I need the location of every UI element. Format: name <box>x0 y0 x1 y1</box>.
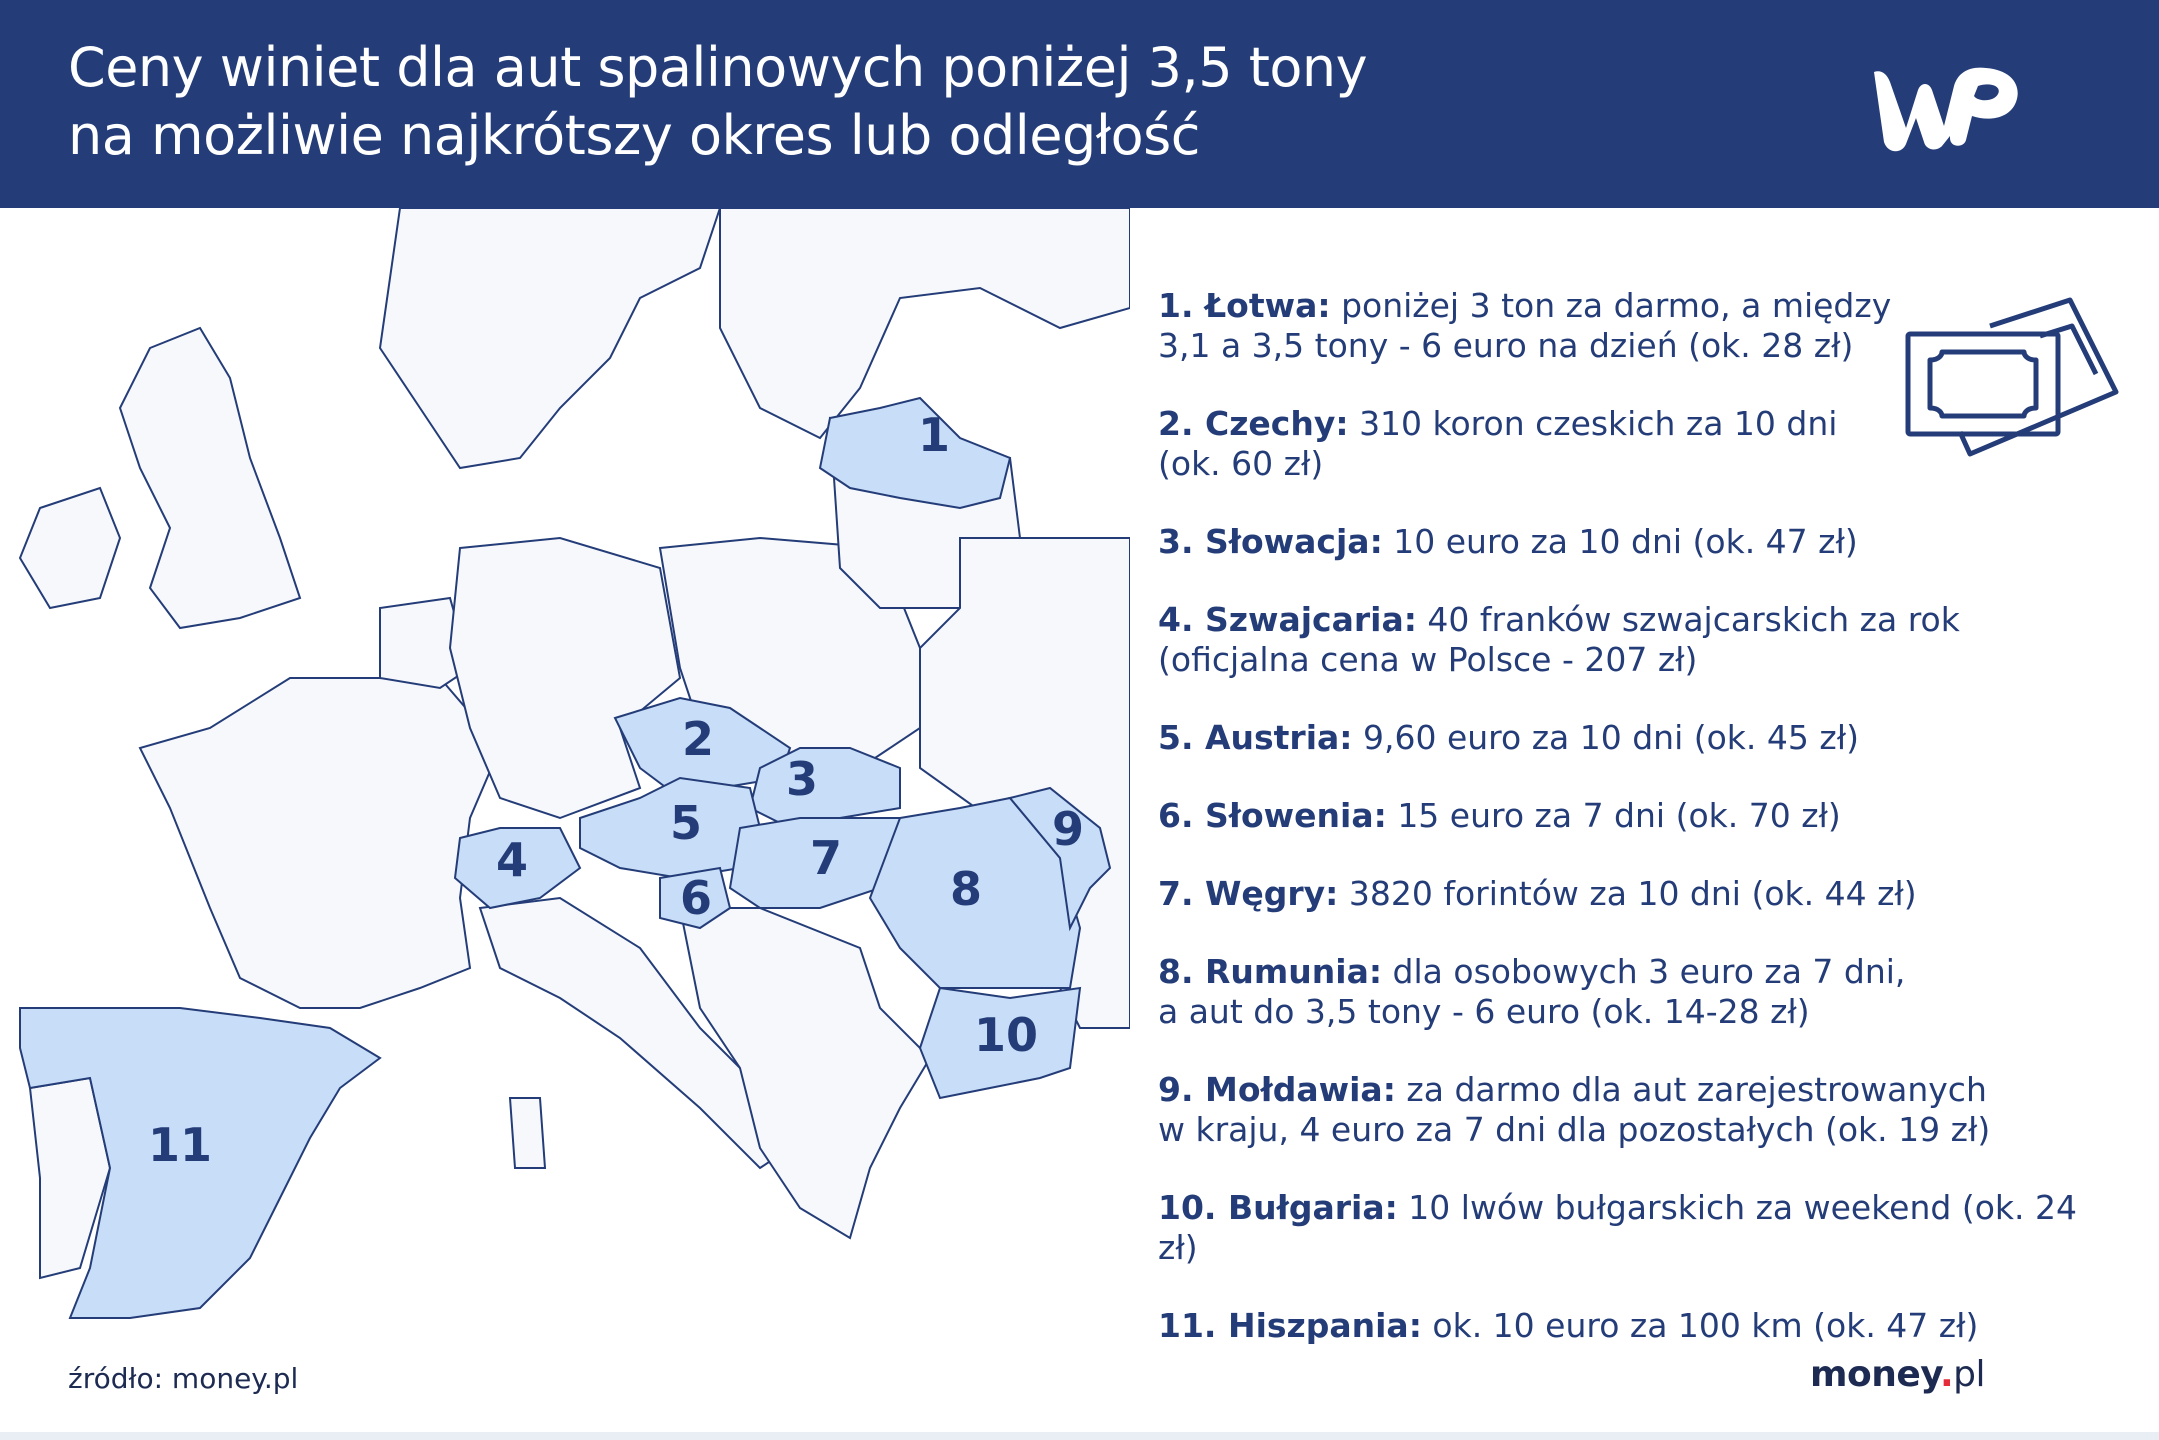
country-desc-line1: ok. 10 euro za 100 km (ok. 47 zł) <box>1432 1306 1979 1345</box>
banknotes-icon <box>1900 296 2120 466</box>
country-name: 9. Mołdawia: <box>1158 1070 1396 1109</box>
map-ireland <box>20 488 120 608</box>
list-item <box>1158 1070 2118 1150</box>
map-label-5: 5 <box>670 796 703 850</box>
country-name: 7. Węgry: <box>1158 874 1339 913</box>
country-desc-line2: (oficjalna cena w Polsce - 207 zł) <box>1158 640 1698 679</box>
country-name: 10. Bułgaria: <box>1158 1188 1398 1227</box>
map-label-6: 6 <box>680 871 713 925</box>
country-name: 4. Szwajcaria: <box>1158 600 1417 639</box>
title-line-1: Ceny winiet dla aut spalinowych poniżej 3,5 tony <box>68 36 1368 99</box>
country-desc-line1: 10 euro za 10 dni (ok. 47 zł) <box>1393 522 1858 561</box>
list-item <box>1158 874 2118 914</box>
country-name: 2. Czechy: <box>1158 404 1349 443</box>
brand-name: money <box>1810 1354 1940 1395</box>
country-desc-line2: 3,1 a 3,5 tony - 6 euro na dzień (ok. 28 zł) <box>1158 326 1854 365</box>
country-name: 11. Hiszpania: <box>1158 1306 1422 1345</box>
country-name: 8. Rumunia: <box>1158 952 1383 991</box>
list-item <box>1158 522 2118 562</box>
list-item <box>1158 600 2118 680</box>
brand-tld: pl <box>1953 1354 1985 1395</box>
map-label-8: 8 <box>950 862 983 916</box>
country-desc-line1: 15 euro za 7 dni (ok. 70 zł) <box>1397 796 1841 835</box>
country-name: 1. Łotwa: <box>1158 286 1331 325</box>
map-france <box>140 678 500 1008</box>
country-name: 3. Słowacja: <box>1158 522 1383 561</box>
list-item <box>1158 1188 2118 1268</box>
country-desc-line1: za darmo dla aut zarejestrowanych <box>1406 1070 1987 1109</box>
brand-dot: . <box>1939 1354 1954 1395</box>
country-name: 6. Słowenia: <box>1158 796 1387 835</box>
map-label-11: 11 <box>148 1118 213 1172</box>
bottom-border <box>0 1432 2159 1440</box>
list-item <box>1158 1306 2118 1346</box>
map-label-3: 3 <box>786 752 819 806</box>
country-desc-line2: a aut do 3,5 tony - 6 euro (ok. 14-28 zł) <box>1158 992 1810 1031</box>
page-title <box>68 34 1367 170</box>
country-desc-line1: 40 franków szwajcarskich za rok <box>1427 600 1960 639</box>
map-label-2: 2 <box>682 712 715 766</box>
country-desc-line1: 9,60 euro za 10 dni (ok. 45 zł) <box>1363 718 1859 757</box>
country-desc-line1: 3820 forintów za 10 dni (ok. 44 zł) <box>1348 874 1917 913</box>
map-label-9: 9 <box>1052 802 1085 856</box>
map-scandinavia <box>380 208 720 468</box>
country-desc-line1: 10 lwów bułgarskich za weekend (ok. 24 zł) <box>1158 1188 2077 1267</box>
source-note: źródło: money.pl <box>68 1362 299 1395</box>
map-sardinia <box>510 1098 545 1168</box>
country-desc-line2: w kraju, 4 euro za 7 dni dla pozostałych (ok. 19 zł) <box>1158 1110 1991 1149</box>
country-desc-line1: 310 koron czeskich za 10 dni <box>1359 404 1838 443</box>
title-line-2: na możliwie najkrótszy okres lub odległość <box>68 104 1200 167</box>
europe-map <box>0 208 1130 1338</box>
header-bar <box>0 0 2159 208</box>
list-item <box>1158 796 2118 836</box>
map-label-4: 4 <box>496 833 529 887</box>
map-label-10: 10 <box>974 1008 1039 1062</box>
country-name: 5. Austria: <box>1158 718 1353 757</box>
country-desc-line1: dla osobowych 3 euro za 7 dni, <box>1392 952 1906 991</box>
country-desc-line2: (ok. 60 zł) <box>1158 444 1324 483</box>
map-uk <box>120 328 300 628</box>
list-item <box>1158 952 2118 1032</box>
country-desc-line1: poniżej 3 ton za darmo, a między <box>1341 286 1892 325</box>
money-pl-logo <box>1810 1354 1985 1395</box>
map-label-7: 7 <box>810 831 843 885</box>
list-item <box>1158 718 2118 758</box>
wp-logo-icon <box>1866 56 2026 156</box>
map-label-1: 1 <box>918 408 951 462</box>
